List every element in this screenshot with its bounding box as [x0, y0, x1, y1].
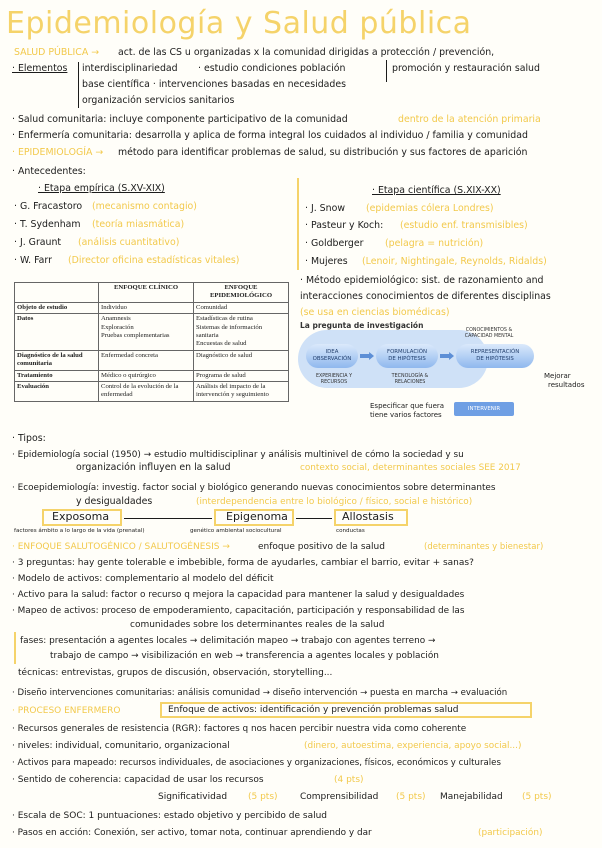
- table-row: [15, 302, 289, 313]
- farr: · W. Farr: [14, 255, 52, 266]
- table-cell: Estadísticas de rutina Sistemas de información sanitaria Encuestas de salud: [194, 314, 289, 351]
- epidemiologia-heading: · EPIDEMIOLOGÍA →: [12, 147, 104, 158]
- elementos-bracket: [78, 62, 79, 108]
- diagram-note-experience: EXPERIENCIA Y RECURSOS: [315, 374, 353, 385]
- elemento-base-cientifica: base científica · intervenciones basadas en necesidades: [82, 79, 346, 90]
- etapa-cientifica: · Etapa científica (S.XIX-XX): [372, 185, 501, 196]
- link-line: [124, 518, 212, 519]
- table-row: [15, 382, 289, 402]
- diagram-title: La pregunta de investigación: [300, 321, 424, 330]
- exposoma-note: factores ámbito a lo largo de la vida (prenatal): [14, 528, 145, 534]
- manejabilidad-pts: (5 pts): [522, 792, 552, 802]
- farr-note: (Director oficina estadísticas vitales): [68, 255, 240, 266]
- epidemiologia-definition: método para identificar problemas de salud, su distribución y sus factores de aparición: [118, 147, 528, 158]
- salutogenico-heading: · ENFOQUE SALUTOGÉNICO / SALUTOGÉNESIS →: [12, 542, 230, 552]
- table-header-cell: ENFOQUE EPIDEMIOLÓGICO: [194, 283, 289, 303]
- mujeres: · Mujeres: [305, 256, 348, 267]
- manejabilidad: Manejabilidad: [440, 792, 503, 802]
- table-cell: Enfermedad concreta: [99, 350, 194, 370]
- diagram-handnote-1: Especificar que fuera: [370, 402, 445, 410]
- allostasis-note: conductas: [336, 528, 365, 534]
- comprensibilidad-pts: (5 pts): [396, 792, 426, 802]
- link-line: [296, 518, 332, 519]
- salud-publica-definition: act. de las CS u organizadas x la comunidad dirigidas a protección / prevención,: [118, 47, 495, 58]
- pasos-accion: · Pasos en acción: Conexión, ser activo, tomar nota, continuar aprendiendo y dar: [12, 828, 372, 838]
- snow-note: (epidemias cólera Londres): [366, 203, 494, 214]
- recursos-generales: · Recursos generales de resistencia (RGR): factores q nos hacen percibir nuestra vida como coherente: [12, 724, 467, 734]
- mujeres-note: (Lenoir, Nightingale, Reynolds, Ridalds): [362, 256, 547, 267]
- escala-soc: · Escala de SOC: 1 puntuaciones: estado objetivo y percibido de salud: [12, 811, 327, 821]
- table-cell: Datos: [15, 314, 99, 351]
- tecnicas: técnicas: entrevistas, grupos de discusión, observación, storytelling...: [18, 668, 333, 678]
- mapeo-activos: · Mapeo de activos: proceso de empoderamiento, capacitación, participación y responsabilidad de las: [12, 606, 465, 616]
- table-header-cell: ENFOQUE CLÍNICO: [99, 283, 194, 303]
- elemento-interdisciplinariedad: interdisciplinariedad: [82, 63, 178, 74]
- epigenoma-note: genético ambiental sociocultural: [190, 528, 282, 534]
- diagram-intervene-box: INTERVENIR: [454, 402, 514, 416]
- goldberger: · Goldberger: [305, 238, 364, 249]
- goldberger-note: (pelagra = nutrición): [385, 238, 484, 249]
- table-cell: Control de la evolución de la enfermedad: [99, 382, 194, 402]
- table-cell: Diagnóstico de salud: [194, 350, 289, 370]
- table-cell: Diagnóstico de la salud comunitaria: [15, 350, 99, 370]
- table-cell: Evaluación: [15, 382, 99, 402]
- activo-salud: · Activo para la salud: factor o recurso q mejora la capacidad para mantener la salud y desigualdades: [12, 590, 465, 600]
- fracastoro-note: (mecanismo contagio): [92, 201, 197, 212]
- fracastoro: · G. Fracastoro: [14, 201, 83, 212]
- ecoepidemiologia-note: (interdependencia entre lo biológico / físico, social e histórico): [196, 497, 473, 507]
- etapa-empirica: · Etapa empírica (S.XV-XIX): [38, 183, 165, 194]
- activos-mapeado: · Activos para mapeado: recursos individuales, de asociaciones y organizaciones, físicos, económicos y culturales: [12, 758, 501, 768]
- diagram-hypothesis-box: FORMULACIÓN DE HIPÓTESIS: [376, 344, 438, 368]
- sentido-coherencia-pts: (4 pts): [334, 775, 364, 785]
- diseno-intervenciones: · Diseño intervenciones comunitarias: análisis comunidad → diseño intervención → puesta en marcha → evaluación: [12, 688, 508, 698]
- epidemiologia-social-note: contexto social, determinantes sociales SEE 2017: [300, 463, 521, 473]
- pasteur-koch: · Pasteur y Koch:: [305, 220, 384, 231]
- sydenham: · T. Sydenham: [14, 219, 81, 230]
- fases-bracket: [14, 632, 16, 664]
- graunt-note: (análisis cuantitativo): [78, 237, 180, 248]
- ecoepidemiologia-cont: y desigualdades: [76, 496, 153, 507]
- ecoepidemiologia: · Ecoepidemiología: investig. factor social y biológico generando nuevas conocimientos sobre determinantes: [12, 483, 496, 493]
- epigenoma: Epigenoma: [226, 510, 288, 523]
- research-question-diagram: [298, 320, 594, 424]
- sentido-coherencia: · Sentido de coherencia: capacidad de usar los recursos: [12, 775, 264, 785]
- metodo-uso: (se usa en ciencias biomédicas): [300, 307, 450, 318]
- fases: fases: presentación a agentes locales → delimitación mapeo → trabajo con agentes terreno →: [20, 636, 436, 646]
- tres-preguntas: · 3 preguntas: hay gente tolerable e imbebible, forma de ayudarles, cambiar el barrio, evitar + sanas?: [12, 558, 474, 568]
- salud-comunitaria: · Salud comunitaria: incluye componente participativo de la comunidad: [12, 114, 348, 125]
- tipos-label: · Tipos:: [12, 433, 46, 444]
- salud-comunitaria-note: dentro de la atención primaria: [398, 114, 541, 125]
- epidemiologia-social-cont: organización influyen en la salud: [76, 462, 231, 473]
- comprensibilidad: Comprensibilidad: [300, 792, 379, 802]
- exposoma: Exposoma: [52, 510, 110, 523]
- page-title: Epidemiología y Salud pública: [6, 6, 472, 41]
- table-cell: Médico o quirúrgico: [99, 370, 194, 381]
- diagram-representation-box: REPRESENTACIÓN DE HIPÓTESIS: [456, 344, 534, 368]
- pasteur-koch-note: (estudio enf. transmisibles): [400, 220, 528, 231]
- graunt: · J. Graunt: [14, 237, 62, 248]
- salutogenico-note: (determinantes y bienestar): [424, 542, 544, 552]
- table-cell: Análisis del impacto de la intervención y seguimiento: [194, 382, 289, 402]
- diagram-handnote-4: resultados: [548, 381, 585, 389]
- snow: · J. Snow: [305, 203, 345, 214]
- pasos-accion-note: (participación): [478, 828, 543, 838]
- enfermeria-comunitaria: · Enfermería comunitaria: desarrolla y aplica de forma integral los cuidados al individuo / familia y comunidad: [12, 130, 528, 141]
- elementos-label: · Elementos: [12, 63, 68, 74]
- antecedentes-label: · Antecedentes:: [12, 166, 86, 177]
- proceso-enfermero: · PROCESO ENFERMERO: [12, 706, 121, 716]
- table-header-cell: [15, 283, 99, 303]
- table-cell: Anamnesis Exploración Pruebas complementarias: [99, 314, 194, 351]
- table-cell: Programa de salud: [194, 370, 289, 381]
- salud-publica-heading: SALUD PÚBLICA →: [14, 47, 100, 58]
- table-cell: Comunidad: [194, 302, 289, 313]
- elemento-promocion: promoción y restauración salud: [392, 63, 540, 74]
- metodo-interacciones: interacciones conocimientos de diferentes disciplinas: [300, 291, 551, 302]
- table-cell: Tratamiento: [15, 370, 99, 381]
- elemento-organizacion: organización servicios sanitarios: [82, 95, 235, 106]
- diagram-handnote-3: Mejorar: [544, 372, 571, 380]
- niveles: · niveles: individual, comunitario, organizacional: [12, 741, 230, 751]
- table-row: [15, 370, 289, 381]
- epidemiologia-social: · Epidemiología social (1950) → estudio multidisciplinar y análisis multinivel de cómo la sociedad y su: [12, 450, 464, 460]
- fases-cont: trabajo de campo → visibilización en web → transferencia a agentes locales y población: [50, 651, 439, 661]
- allostasis: Allostasis: [342, 510, 394, 523]
- modelo-activos: · Modelo de activos: complementario al modelo del déficit: [12, 574, 274, 584]
- sydenham-note: (teoría miasmática): [92, 219, 185, 230]
- divider-bar: [386, 60, 387, 82]
- diagram-handnote-2: tiene varios factores: [370, 411, 442, 419]
- diagram-idea-box: IDEA OBSERVACIÓN: [306, 344, 358, 368]
- table-header-row: [15, 283, 289, 303]
- diagram-note-technology: TECNOLOGÍA & RELACIONES: [391, 374, 429, 385]
- table-row: [15, 314, 289, 351]
- diagram-note-knowledge: CONOCIMIENTOS & CAPACIDAD MENTAL: [464, 328, 514, 339]
- etapas-divider: [297, 178, 299, 270]
- table-cell: Objeto de estudio: [15, 302, 99, 313]
- enfoque-comparison-table: [14, 282, 289, 402]
- elemento-estudio-condiciones: · estudio condiciones población: [198, 63, 346, 74]
- mapeo-activos-cont: comunidades sobre los determinantes reales de la salud: [130, 620, 385, 630]
- metodo-epidemiologico: · Método epidemiológico: sist. de razonamiento and: [300, 275, 544, 286]
- table-row: [15, 350, 289, 370]
- table-cell: Individuo: [99, 302, 194, 313]
- significatividad-pts: (5 pts): [248, 792, 278, 802]
- enfoque-activos: Enfoque de activos: identificación y prevención problemas salud: [168, 705, 459, 715]
- salutogenico-definition: enfoque positivo de la salud: [258, 542, 385, 552]
- niveles-note: (dinero, autoestima, experiencia, apoyo social...): [304, 741, 522, 751]
- significatividad: Significatividad: [158, 792, 228, 802]
